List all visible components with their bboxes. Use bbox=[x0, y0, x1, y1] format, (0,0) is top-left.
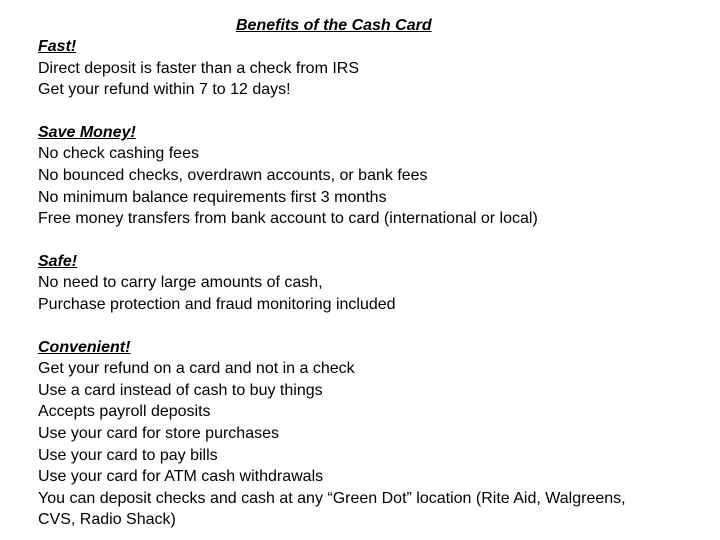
section-save-money bbox=[38, 122, 714, 230]
document-body bbox=[38, 36, 714, 531]
section-line: No bounced checks, overdrawn accounts, or bank fees bbox=[38, 166, 428, 184]
section-line: No need to carry large amounts of cash, bbox=[38, 274, 323, 292]
section-line: Get your refund within 7 to 12 days! bbox=[38, 81, 291, 99]
section-line: CVS, Radio Shack) bbox=[38, 511, 176, 529]
section-convenient bbox=[38, 337, 714, 531]
section-line: No check cashing fees bbox=[38, 145, 199, 163]
section-line: Use a card instead of cash to buy things bbox=[38, 381, 323, 399]
section-heading: Save Money! bbox=[38, 123, 136, 141]
section-line: Use your card for ATM cash withdrawals bbox=[38, 468, 324, 486]
section-heading: Safe! bbox=[38, 252, 78, 270]
section-safe bbox=[38, 251, 714, 316]
section-fast bbox=[38, 36, 714, 101]
section-line: Purchase protection and fraud monitoring included bbox=[38, 295, 396, 313]
section-heading: Convenient! bbox=[38, 338, 131, 356]
section-line: Get your refund on a card and not in a check bbox=[38, 360, 355, 378]
section-line: Free money transfers from bank account to card (international or local) bbox=[38, 210, 538, 228]
section-line: Accepts payroll deposits bbox=[38, 403, 211, 421]
section-line: Use your card to pay bills bbox=[38, 446, 218, 464]
section-line: No minimum balance requirements first 3 months bbox=[38, 188, 387, 206]
section-line: You can deposit checks and cash at any “Green Dot” location (Rite Aid, Walgreens, bbox=[38, 489, 626, 507]
section-heading: Fast! bbox=[38, 38, 77, 55]
section-line: Direct deposit is faster than a check from IRS bbox=[38, 59, 360, 77]
document-title: Benefits of the Cash Card bbox=[236, 17, 432, 34]
section-line: Use your card for store purchases bbox=[38, 424, 279, 442]
